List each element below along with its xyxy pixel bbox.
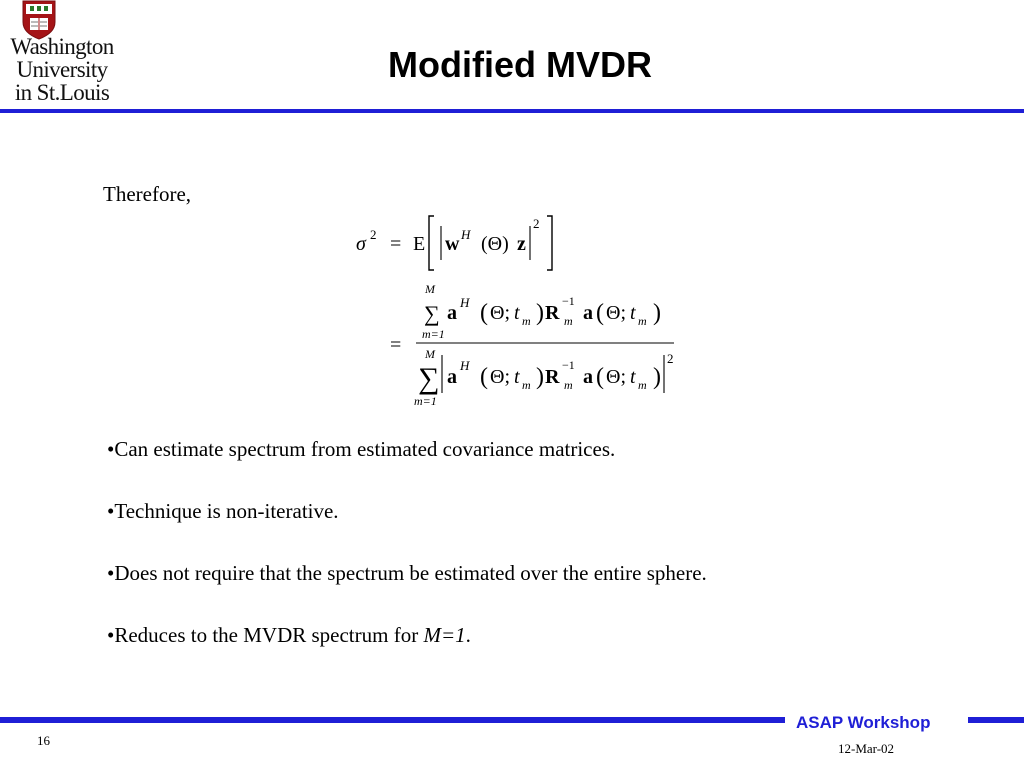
bullet-list (107, 437, 707, 685)
hermitian-superscript: H (461, 227, 471, 242)
title-divider (0, 109, 1024, 113)
bullet-4-italic: M=1 (423, 623, 466, 647)
num-t-subscript-2: m (638, 314, 647, 328)
logo-line-st-louis: in St.Louis (14, 80, 110, 105)
square-exponent: 2 (533, 216, 540, 231)
den-inverse-superscript: −1 (562, 358, 575, 372)
den-a-vector: a (447, 366, 457, 388)
num-R-subscript: m (564, 314, 573, 328)
footer-brand: ASAP Workshop (796, 713, 931, 732)
theta-argument: (Θ) (481, 233, 509, 255)
den-R-subscript: m (564, 378, 573, 392)
den-close-paren-2: ) (653, 364, 661, 390)
num-open-paren: ( (480, 300, 488, 326)
bullet-4-prefix: •Reduces to the MVDR spectrum for (107, 623, 424, 647)
expectation-symbol: E (413, 233, 426, 255)
intro-text: Therefore, (103, 182, 192, 206)
den-t: t (514, 366, 520, 388)
logo-line-washington: Washington (10, 34, 114, 59)
den-theta-2: Θ; (606, 366, 626, 388)
den-t-2: t (630, 366, 636, 388)
den-a-vector-2: a (583, 366, 593, 388)
num-a-vector-2: a (583, 302, 593, 324)
left-bracket (429, 216, 434, 270)
equals-sign-1: = (390, 233, 402, 255)
num-theta: Θ; (490, 302, 510, 324)
den-sum-symbol: ∑ (418, 362, 440, 395)
num-a-vector: a (447, 302, 457, 324)
slide-number: 16 (37, 733, 50, 748)
num-t-2: t (630, 302, 636, 324)
bullet-item-3: •Does not require that the spectrum be estimated over the entire sphere. (107, 561, 707, 585)
num-open-paren-2: ( (596, 300, 604, 326)
right-bracket (547, 216, 552, 270)
bullet-item-2: •Technique is non-iterative. (107, 499, 339, 523)
bullet-item-1: •Can estimate spectrum from estimated covariance matrices. (107, 437, 616, 461)
num-t-subscript: m (522, 314, 531, 328)
den-theta: Θ; (490, 366, 510, 388)
z-vector: z (517, 233, 526, 255)
den-t-subscript-2: m (638, 378, 647, 392)
equals-sign-2: = (390, 334, 402, 356)
sigma-symbol: σ (356, 233, 366, 255)
den-hermitian: H (460, 358, 470, 373)
num-sum-symbol: ∑ (424, 301, 440, 326)
equation (340, 200, 700, 415)
sigma-exponent: 2 (370, 227, 377, 242)
footer-rule-left (0, 717, 785, 723)
footer-rule-right (968, 717, 1024, 723)
bullet-4-suffix: . (465, 623, 471, 647)
den-R-matrix: R (545, 366, 560, 388)
num-sum-lower: m=1 (422, 327, 445, 341)
slide-date: 12-Mar-02 (838, 741, 895, 756)
den-sum-lower: m=1 (414, 394, 437, 408)
den-square-exponent: 2 (667, 351, 674, 366)
num-R-matrix: R (545, 302, 560, 324)
den-open-paren: ( (480, 364, 488, 390)
num-theta-2: Θ; (606, 302, 626, 324)
num-t: t (514, 302, 520, 324)
bullet-item-4 (107, 623, 707, 685)
slide-title: Modified MVDR (388, 44, 652, 85)
den-t-subscript: m (522, 378, 531, 392)
w-vector: w (445, 233, 460, 255)
den-close-paren: ) (536, 364, 544, 390)
num-hermitian: H (460, 295, 470, 310)
num-inverse-superscript: −1 (562, 294, 575, 308)
num-sum-upper: M (425, 282, 435, 296)
num-close-paren-2: ) (653, 300, 661, 326)
logo-line-university: University (16, 57, 108, 82)
den-sum-upper: M (425, 347, 435, 361)
num-close-paren: ) (536, 300, 544, 326)
den-open-paren-2: ( (596, 364, 604, 390)
